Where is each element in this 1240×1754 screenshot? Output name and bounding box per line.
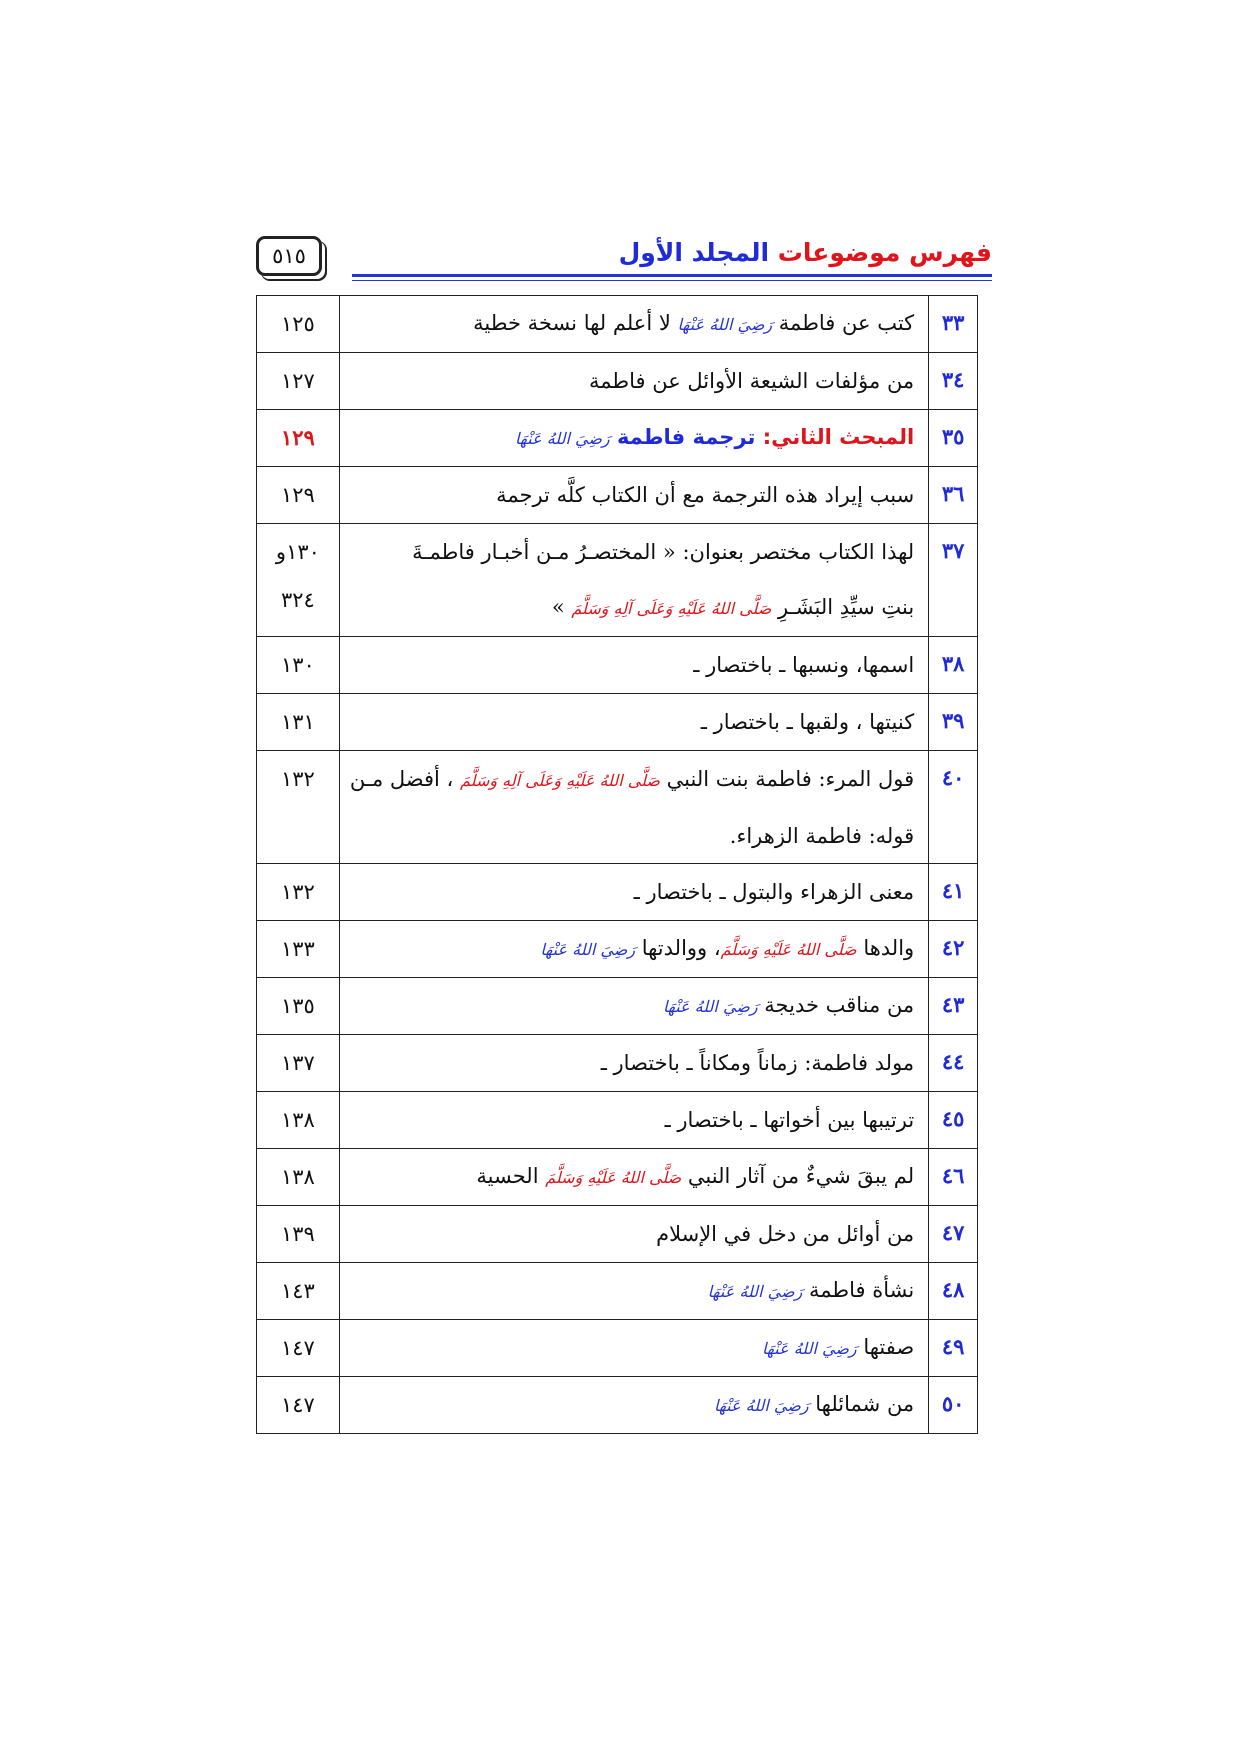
row-topic: [339, 524, 928, 637]
row-number: ٤٣: [929, 978, 978, 1035]
row-page-number: [257, 921, 340, 978]
honorific-text: رَضِيَ اللهُ عَنْهَا: [677, 315, 773, 334]
topic-line: [350, 1162, 914, 1192]
page-title: [619, 238, 992, 267]
row-number: ٣٣: [929, 296, 978, 353]
page-ref: ١٣٣: [280, 937, 315, 961]
topic-text: معنى الزهراء والبتول ـ باختصار ـ: [633, 880, 915, 904]
row-topic: [339, 1320, 928, 1377]
page-number-box: [256, 236, 322, 276]
topic-text: من شمائلها: [808, 1392, 915, 1416]
honorific-text: رَضِيَ اللهُ عَنْهَا: [515, 429, 610, 448]
topic-line: [350, 593, 914, 623]
row-topic: [339, 467, 928, 524]
table-row: [257, 1206, 978, 1263]
topic-line: [350, 1106, 914, 1134]
row-page-number: [257, 524, 340, 637]
row-number: ٤٩: [929, 1320, 978, 1377]
page-ref: ١٣٠: [280, 653, 315, 677]
row-page-number: [257, 410, 340, 467]
row-page-number: [257, 1035, 340, 1092]
table-row: [257, 637, 978, 694]
index-table: [256, 295, 978, 1434]
row-topic: [339, 694, 928, 751]
table-row: [257, 1035, 978, 1092]
table-row: [257, 467, 978, 524]
topic-text: اسمها، ونسبها ـ باختصار ـ: [693, 653, 915, 677]
topic-line: [350, 1390, 914, 1420]
row-number: ٤٨: [929, 1263, 978, 1320]
page-ref: ١٣٢: [280, 767, 315, 791]
row-page-number: [257, 353, 340, 410]
topic-line: [350, 1333, 914, 1363]
topic-line: [350, 651, 914, 679]
page-ref: ١٣٨: [280, 1108, 315, 1132]
topic-text: الحسية: [476, 1164, 546, 1188]
row-topic: [339, 1206, 928, 1263]
row-page-number: [257, 637, 340, 694]
row-topic: [339, 1263, 928, 1320]
page-ref: ١٣٧: [280, 1051, 315, 1075]
page-number: ٥١٥: [272, 244, 306, 268]
table-row: [257, 296, 978, 353]
row-number: ٥٠: [929, 1377, 978, 1434]
row-number: ٣٦: [929, 467, 978, 524]
page-ref: ١٣٩: [280, 1222, 315, 1246]
table-row: [257, 524, 978, 637]
topic-text: كتب عن فاطمة: [772, 311, 915, 335]
page-ref: ١٤٣: [280, 1279, 315, 1303]
row-page-number: [257, 296, 340, 353]
row-number: ٤١: [929, 864, 978, 921]
table-row: [257, 864, 978, 921]
topic-text: المبحث الثاني:: [755, 425, 915, 449]
page-ref: ٣٢٤: [280, 588, 315, 612]
topic-line: [350, 822, 914, 850]
page-ref: ١٢٩: [280, 425, 315, 450]
table-row: [257, 410, 978, 467]
row-topic: [339, 864, 928, 921]
honorific-text: صَلَّى اللهُ عَلَيْهِ وَعَلَى آلِهِ وَسَلَّمَ: [460, 770, 660, 790]
row-page-number: [257, 1206, 340, 1263]
table-row: [257, 353, 978, 410]
topic-line: [350, 1049, 914, 1077]
topic-text: من مناقب خديجة: [757, 993, 915, 1017]
row-page-number: [257, 1263, 340, 1320]
honorific-text: رَضِيَ اللهُ عَنْهَا: [540, 940, 636, 959]
topic-text: قوله: فاطمة الزهراء.: [729, 823, 915, 848]
topic-text: كنيتها ، ولقبها ـ باختصار ـ: [700, 710, 915, 734]
row-number: ٤٦: [929, 1149, 978, 1206]
honorific-text: صَلَّى اللهُ عَلَيْهِ وَسَلَّمَ: [720, 940, 857, 959]
topic-line: [350, 878, 914, 906]
topic-text: لا أعلم لها نسخة خطية: [473, 311, 678, 335]
row-page-number: [257, 1092, 340, 1149]
index-table-body: [257, 296, 978, 1434]
row-page-number: [257, 864, 340, 921]
topic-text: نشأة فاطمة: [802, 1278, 915, 1302]
title-part-1: فهرس موضوعات: [777, 238, 992, 267]
topic-text: من مؤلفات الشيعة الأوائل عن فاطمة: [588, 369, 915, 393]
topic-text: ترتيبها بين أخواتها ـ باختصار ـ: [664, 1108, 915, 1132]
row-number: ٣٩: [929, 694, 978, 751]
topic-text: لم يبقَ شيءٌ من آثار النبي: [681, 1164, 915, 1188]
page-ref: ١٣٨: [280, 1165, 315, 1189]
row-number: ٤٤: [929, 1035, 978, 1092]
topic-line: [350, 765, 914, 795]
honorific-text: صَلَّى اللهُ عَلَيْهِ وَعَلَى آلِهِ وَسَلَّمَ: [571, 598, 772, 618]
topic-text: ، أفضل مـن: [349, 766, 460, 791]
topic-text: ترجمة فاطمة: [609, 425, 756, 449]
page-header: [256, 236, 992, 286]
topic-line: [350, 481, 914, 509]
topic-text: لهذا الكتاب مختصر بعنوان: « المختصـرُ مـن أخبـار فاطمـةَ: [412, 539, 915, 564]
table-row: [257, 694, 978, 751]
table-row: [257, 1377, 978, 1434]
row-number: ٤٥: [929, 1092, 978, 1149]
topic-text: بنتِ سيِّدِ البَشَـرِ: [771, 594, 915, 619]
topic-line: [350, 538, 914, 566]
row-page-number: [257, 751, 340, 864]
row-page-number: [257, 978, 340, 1035]
header-rule-thin: [352, 280, 992, 281]
row-page-number: [257, 1377, 340, 1434]
honorific-text: رَضِيَ اللهُ عَنْهَا: [713, 1396, 809, 1415]
topic-text: ، ووالدتها: [635, 936, 721, 960]
page-ref: ١٣٥: [280, 994, 315, 1018]
page-ref: ١٢٧: [280, 369, 315, 393]
table-row: [257, 921, 978, 978]
row-topic: [339, 353, 928, 410]
page-ref: ١٣١: [280, 710, 315, 734]
honorific-text: رَضِيَ اللهُ عَنْهَا: [662, 997, 758, 1016]
page-ref: ١٢٥: [280, 312, 315, 336]
row-topic: [339, 978, 928, 1035]
row-page-number: [257, 694, 340, 751]
page-ref: ١٣٠و: [275, 540, 320, 564]
row-number: ٣٧: [929, 524, 978, 637]
honorific-text: رَضِيَ اللهُ عَنْهَا: [707, 1282, 803, 1301]
topic-text: سبب إيراد هذه الترجمة مع أن الكتاب كلَّه ترجمة: [496, 483, 915, 507]
row-page-number: [257, 467, 340, 524]
topic-line: [350, 1220, 914, 1248]
row-topic: [339, 637, 928, 694]
row-number: ٣٥: [929, 410, 978, 467]
topic-line: [350, 1276, 914, 1306]
honorific-text: صَلَّى اللهُ عَلَيْهِ وَسَلَّمَ: [545, 1168, 682, 1187]
topic-text: والدها: [856, 936, 915, 960]
topic-text: صفتها: [856, 1335, 915, 1359]
topic-text: »: [551, 594, 572, 619]
page-ref: ١٢٩: [280, 483, 315, 507]
topic-text: من أوائل من دخل في الإسلام: [656, 1222, 915, 1246]
row-number: ٤٠: [929, 751, 978, 864]
topic-line: [350, 708, 914, 736]
row-topic: [339, 751, 928, 864]
topic-line: [350, 309, 914, 339]
topic-line: [350, 934, 914, 964]
row-topic: [339, 1092, 928, 1149]
row-topic: [339, 296, 928, 353]
row-page-number: [257, 1149, 340, 1206]
row-number: ٤٢: [929, 921, 978, 978]
row-number: ٣٨: [929, 637, 978, 694]
topic-line: [350, 423, 914, 453]
topic-line: [350, 367, 914, 395]
row-topic: [339, 410, 928, 467]
topic-text: قول المرء: فاطمة بنت النبي: [659, 766, 915, 791]
table-row: [257, 751, 978, 864]
table-row: [257, 1092, 978, 1149]
page-ref: ١٤٧: [280, 1393, 315, 1417]
row-topic: [339, 1035, 928, 1092]
row-topic: [339, 1149, 928, 1206]
honorific-text: رَضِيَ اللهُ عَنْهَا: [762, 1339, 857, 1358]
table-row: [257, 1149, 978, 1206]
table-row: [257, 978, 978, 1035]
topic-line: [350, 991, 914, 1021]
row-topic: [339, 1377, 928, 1434]
row-topic: [339, 921, 928, 978]
topic-text: مولد فاطمة: زماناً ومكاناً ـ باختصار ـ: [600, 1051, 915, 1075]
row-page-number: [257, 1320, 340, 1377]
row-number: ٣٤: [929, 353, 978, 410]
table-row: [257, 1320, 978, 1377]
title-part-2: المجلد الأول: [618, 238, 770, 267]
header-rule-thick: [352, 274, 992, 277]
table-row: [257, 1263, 978, 1320]
row-number: ٤٧: [929, 1206, 978, 1263]
page-ref: ١٤٧: [280, 1336, 315, 1360]
page-ref: ١٣٢: [280, 880, 315, 904]
